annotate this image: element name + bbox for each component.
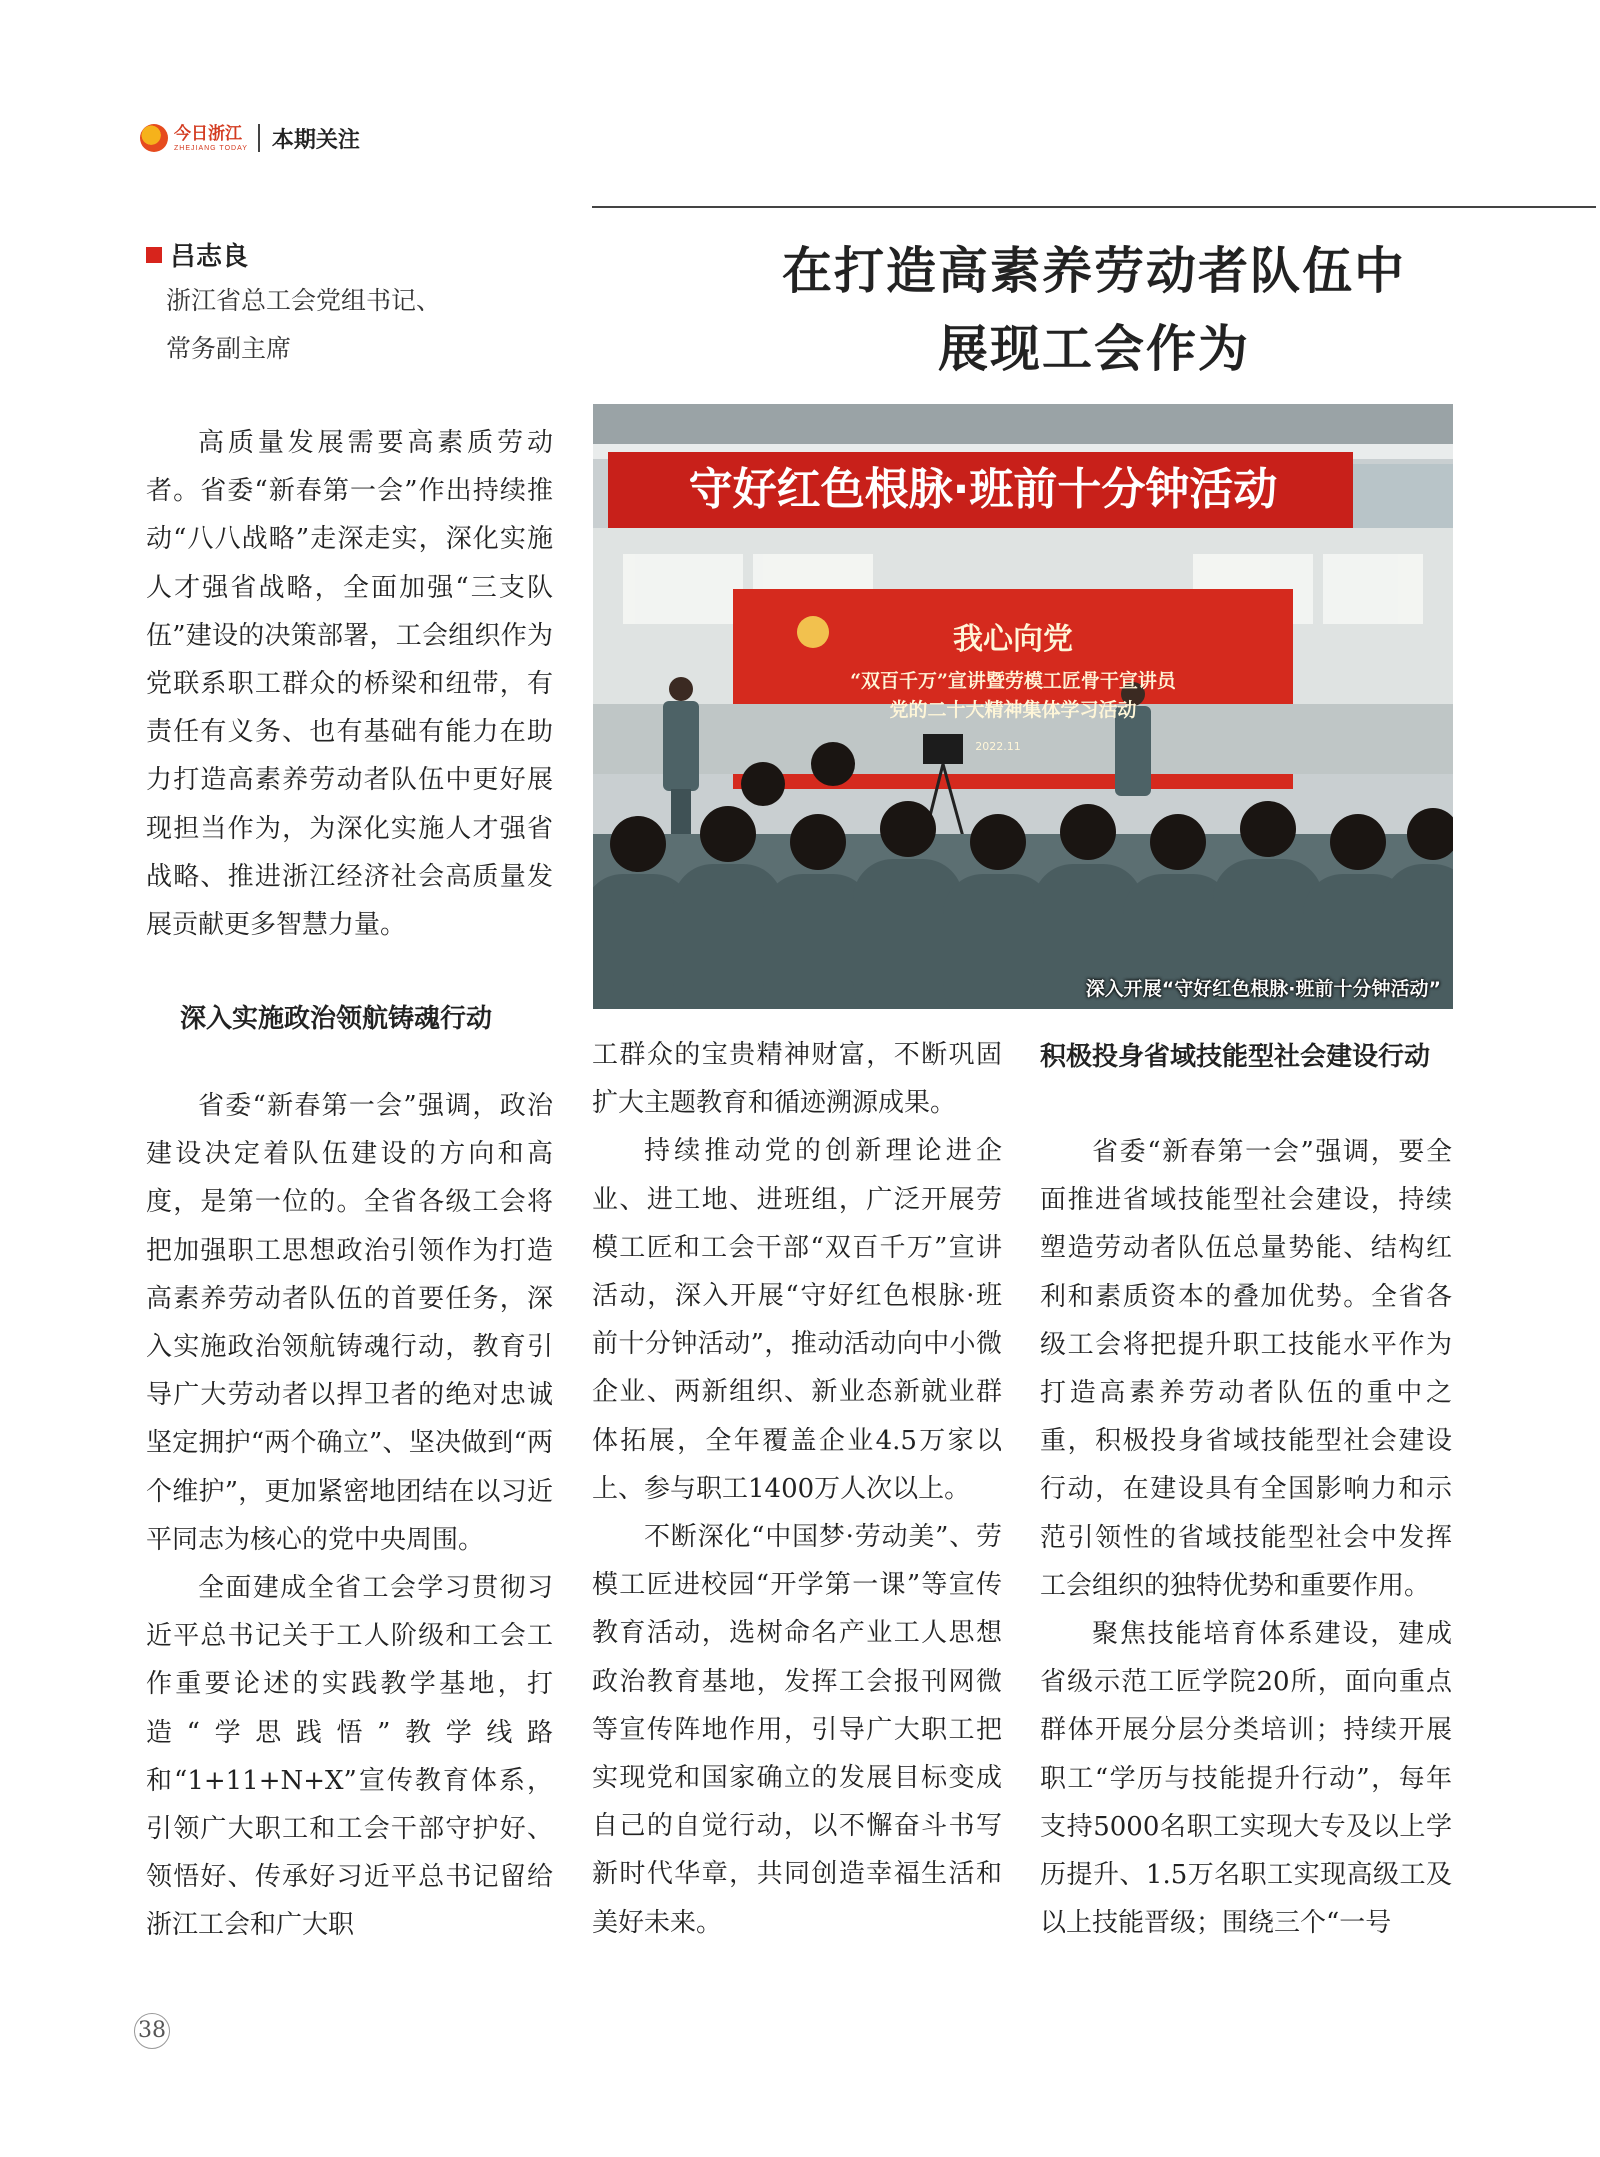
section1-paragraph-3: 持续推动党的创新理论进企业、进工地、进班组，广泛开展劳模工匠和工会干部“双百千万”宣讲活动，深入开展“守好红色根脉·班前十分钟活动”，推动活动向中小微企业、两新组织、新业态新就业群体拓展，全年覆盖企业4.5万家以上、参与职工1400万人次以上。 <box>592 1136 1002 1504</box>
article-photo <box>593 404 1453 1009</box>
section2-paragraph-1: 省委“新春第一会”强调，要全面推进省域技能型社会建设，持续塑造劳动者队伍总量势能、结构红利和素质资本的叠加优势。全省各级工会将把提升职工技能水平作为打造高素养劳动者队伍的重中之重，积极投身省域技能型社会建设行动，在建设具有全国影响力和示范引领性的省域技能型社会中发挥工会组织的独特优势和重要作用。 <box>1040 1137 1452 1601</box>
logo-text: 今日浙江 <box>174 124 242 143</box>
photo-illustration <box>593 404 1453 1009</box>
board-date: 2022.11 <box>975 740 1021 753</box>
author-role-line1: 浙江省总工会党组书记、 <box>166 286 442 315</box>
section2-paragraph-2: 聚焦技能培育体系建设，建成省级示范工匠学院20所，面向重点群体开展分层分类培训；持续开展职工“学历与技能提升行动”，每年支持5000名职工实现大专及以上学历提升、1.5万名职工实现高级工及以上技能晋级；围绕三个“一号 <box>1040 1619 1452 1939</box>
section1-paragraph-1: 省委“新春第一会”强调，政治建设决定着队伍建设的方向和高度，是第一位的。全省各级工会将把加强职工思想政治引领作为打造高素养劳动者队伍的首要任务，深入实施政治领航铸魂行动，教育引导广大劳动者以捍卫者的绝对忠诚坚定拥护“两个确立”、坚决做到“两个维护”，更加紧密地团结在以习近平同志为核心的党中央周围。 <box>146 1091 553 1555</box>
header-divider <box>258 124 260 152</box>
photo-caption: 深入开展“守好红色根脉·班前十分钟活动” <box>1085 978 1441 1000</box>
intro-text <box>146 419 553 949</box>
title-line2: 展现工会作为 <box>938 319 1250 378</box>
section1-paragraph-2-continued: 工群众的宝贵精神财富，不断巩固扩大主题教育和循迹溯源成果。 <box>592 1040 1002 1119</box>
logo <box>174 124 248 152</box>
intro-paragraph: 高质量发展需要高素质劳动者。省委“新春第一会”作出持续推动“八八战略”走深走实，深化实施人才强省战略，全面加强“三支队伍”建设的决策部署，工会组织作为党联系职工群众的桥梁和纽带，有责任有义务、也有基础有能力在助力打造高素养劳动者队伍中更好展现担当作为，为深化实施人才强省战略、推进浙江经济社会高质量发展贡献更多智慧力量。 <box>146 428 553 941</box>
board-line3: 党的二十大精神集体学习活动 <box>889 699 1137 721</box>
board-line2: “双百千万”宣讲暨劳模工匠骨干宣讲员 <box>850 670 1176 692</box>
top-rule <box>592 206 1596 208</box>
column-1 <box>146 1082 553 1950</box>
author-name-row <box>146 236 441 273</box>
author-block <box>146 236 441 373</box>
author-name: 吕志良 <box>170 242 249 272</box>
board-title: 我心向党 <box>953 622 1073 657</box>
article-title <box>592 232 1596 388</box>
page-number: 38 <box>134 2013 170 2049</box>
logo-subtext: ZHEJIANG TODAY <box>174 145 248 152</box>
section1-heading: 深入实施政治领航铸魂行动 <box>180 1004 493 1034</box>
zhejiang-today-logo-icon <box>140 124 168 152</box>
section-label: 本期关注 <box>271 127 360 153</box>
column-2 <box>592 1031 1002 1947</box>
author-role-line2: 常务副主席 <box>166 334 292 363</box>
section1-paragraph-2: 全面建成全省工会学习贯彻习近平总书记关于工人阶级和工会工作重要论述的实践教学基地，打造“学思践悟”教学线路和“1+11+N+X”宣传教育体系，引领广大职工和工会干部守护好、领悟好、传承好习近平总书记留给浙江工会和广大职 <box>146 1573 553 1941</box>
title-line1: 在打造高素养劳动者队伍中 <box>782 241 1406 300</box>
author-role <box>146 277 441 373</box>
column-3 <box>1040 1128 1452 1947</box>
red-square-icon <box>146 247 162 263</box>
section2-heading: 积极投身省域技能型社会建设行动 <box>1040 1042 1431 1072</box>
photo-banner-text: 守好红色根脉·班前十分钟活动 <box>688 464 1278 515</box>
section1-paragraph-4: 不断深化“中国梦·劳动美”、劳模工匠进校园“开学第一课”等宣传教育活动，选树命名产业工人思想政治教育基地，发挥工会报刊网微等宣传阵地作用，引导广大职工把实现党和国家确立的发展目标变成自己的自觉行动，以不懈奋斗书写新时代华章，共同创造幸福生活和美好未来。 <box>592 1522 1002 1938</box>
page-header <box>140 118 360 158</box>
